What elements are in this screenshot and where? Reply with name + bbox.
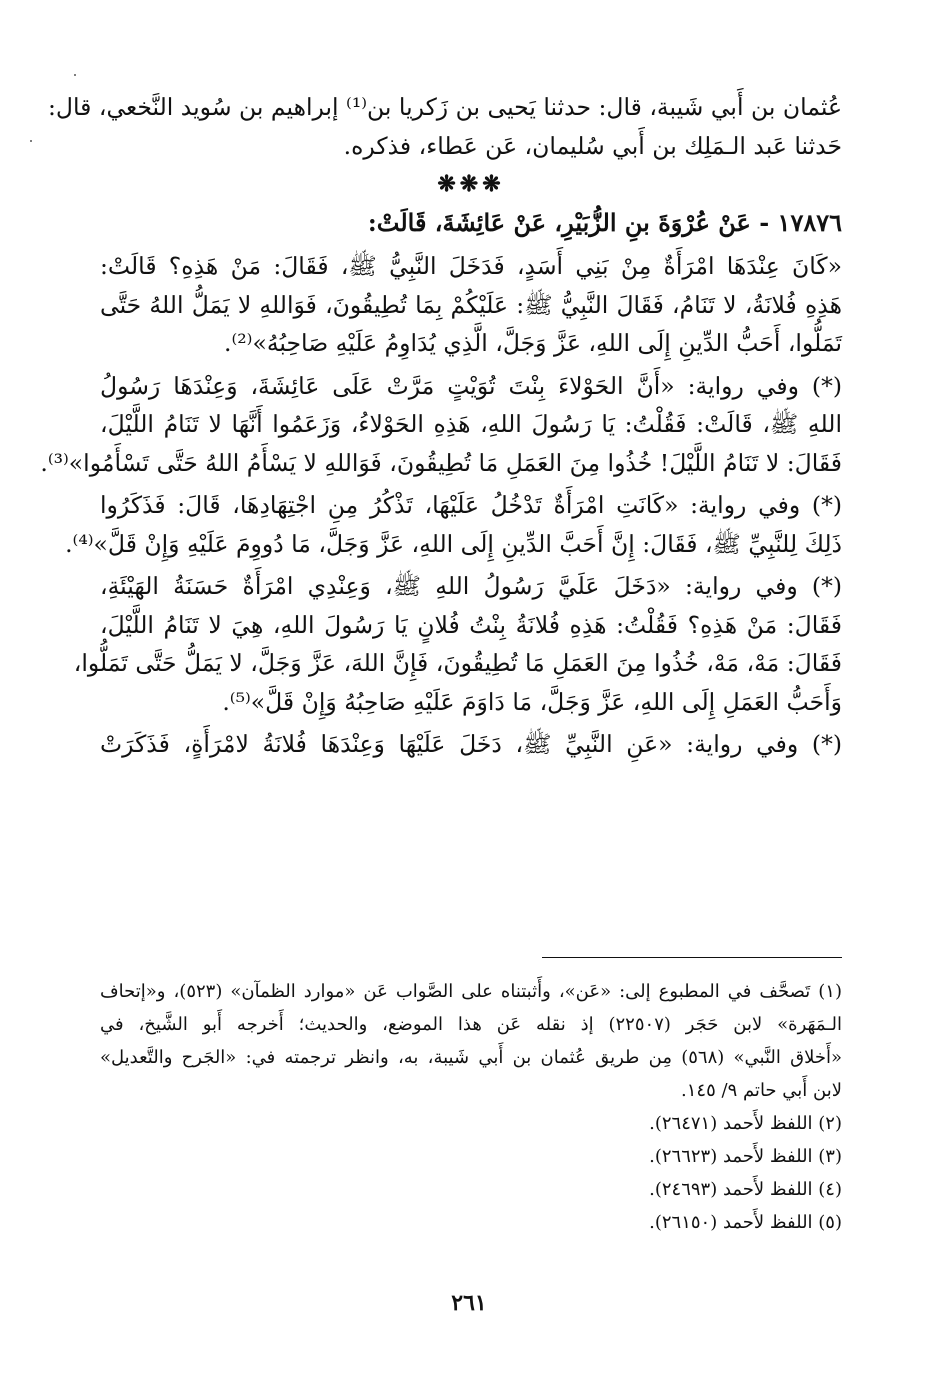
footnote-line: لابن أَبي حاتم ٩/ ١٤٥. xyxy=(681,1080,842,1101)
scan-speck xyxy=(74,74,76,76)
main-text xyxy=(40,88,842,764)
footnote-line: (٣) اللفظ لأَحمد (٢٦٦٢٣). xyxy=(649,1146,842,1167)
text-line: هَذِهِ فُلانَةُ، لا تَنَامُ، فَقَالَ النَّبِيُّ ﷺ: عَلَيْكُمْ بِمَا تُطِيقُونَ، فَوَاللهِ لا يَمَلُّ اللهُ حَتَّى xyxy=(100,290,842,319)
narration-paragraph xyxy=(73,567,842,721)
text-line: (*) وفي رواية: «كَانَتِ امْرَأَةٌ تَدْخُلُ عَلَيْهَا، تَذْكُرُ مِنِ اجْتِهَادِهَا، قَالَ: فَذَكَرُوا xyxy=(100,491,842,519)
text-line: (*) وفي رواية: «عَنِ النَّبِيِّ ﷺ، دَخَلَ عَلَيْهَا وَعِنْدَهَا فُلانَةُ لامْرَأَةٍ، فَذَكَرَتْ xyxy=(100,730,842,758)
narration-paragraph xyxy=(40,367,842,483)
footnote-line: (١) تَصحَّف في المطبوع إلى: «عَن»، وأَثبتناه على الصَّواب عَن «موارد الظمآن» (٥٢٣)، و«إتحاف xyxy=(100,981,842,1002)
footnote-line: الـمَهَرة» لابن حَجَر (٢٢٥٠٧) إذ نقله عَن هذا الموضع، والحديث؛ أَخرجه أَبو الشَّيخ، في xyxy=(100,1014,842,1035)
text-line: (*) وفي رواية: «أَنَّ الحَوْلاءَ بِنْتَ تُوَيْتٍ مَرَّتْ عَلَى عَائِشَةَ، وَعِنْدَهَا رَسُولُ xyxy=(100,371,842,400)
text-line: فَقَالَ: لا تَنَامُ اللَّيْلَ! خُذُوا مِنَ العَمَلِ مَا تُطِيقُونَ، فَوَاللهِ لا يَسْأَمُ اللهُ حَتَّى تَسْأَمُوا»⁽³⁾. xyxy=(40,448,842,477)
text-line: فَقَالَ: مَهْ، مَهْ، خُذُوا مِنَ العَمَلِ مَا تُطِيقُونَ، فَإِنَّ اللهَ، عَزَّ وَجَلَّ، لا يَمَلُّ حَتَّى تَمَلُّوا، xyxy=(73,649,842,677)
intro-line: حَدثنا عَبد الـمَلِك بن أَبي سُليمان، عَن عَطاء، فذكره. xyxy=(343,131,842,160)
hadith-paragraph xyxy=(100,247,842,363)
intro-line: عُثمان بن أَبي شَيبة، قال: حدثنا يَحيى بن زَكريا بن⁽¹⁾ إبراهيم بن سُويد النَّخعي، قال: xyxy=(48,93,842,121)
footnotes xyxy=(100,975,842,1239)
footnote-line: (٢) اللفظ لأَحمد (٢٦٤٧١). xyxy=(649,1113,842,1134)
text-line: فَقَالَ: مَنْ هَذِهِ؟ فَقُلْتُ: هَذِهِ فُلانَةُ بِنْتُ فُلانٍ يَا رَسُولَ اللهِ، هِيَ لا تَنَامُ اللَّيْلَ، xyxy=(100,610,842,639)
text-line: اللهِ ﷺ، قَالَتْ: فَقُلْتُ: يَا رَسُولَ اللهِ، هَذِهِ الحَوْلاءُ، وَزَعَمُوا أَنَّهَا لا تَنَامُ اللَّيْلَ، xyxy=(100,410,842,438)
footnote-line: (٥) اللفظ لأَحمد (٢٦١٥٠). xyxy=(649,1212,842,1233)
page-number: ٢٦١ xyxy=(451,1290,487,1316)
footnote-line: (٤) اللفظ لأَحمد (٢٤٦٩٣). xyxy=(649,1179,842,1200)
text-line: تَمَلُّوا، أَحَبُّ الدِّينِ إِلَى اللهِ، عَزَّ وَجَلَّ، الَّذِي يُدَاوِمُ عَلَيْهِ صَاحِبُهُ»⁽²⁾. xyxy=(224,329,842,357)
narration-paragraph xyxy=(100,725,842,764)
footnote-line: «أَخلاق النَّبي» (٥٦٨) مِن طريق عُثمان بن أَبي شَيبة، به، وانظر ترجمته في: «الجَرح والتَّعديل» xyxy=(100,1047,842,1068)
footnote-divider xyxy=(542,957,842,958)
narration-paragraph xyxy=(65,486,842,563)
text-line: (*) وفي رواية: «دَخَلَ عَلَيَّ رَسُولُ اللهِ ﷺ، وَعِنْدِي امْرَأَةٌ حَسَنَةُ الهَيْئَةِ، xyxy=(100,572,842,600)
section-separator: ❋❋❋ xyxy=(437,171,505,197)
text-line: وَأَحَبُّ العَمَلِ إِلَى اللهِ، عَزَّ وَجَلَّ، مَا دَاوَمَ عَلَيْهِ صَاحِبُهُ وَإِنْ قَلَّ»⁽⁵⁾. xyxy=(222,687,842,716)
text-line: ذَلِكَ لِلنَّبِيِّ ﷺ، فَقَالَ: إِنَّ أَحَبَّ الدِّينِ إِلَى اللهِ، عَزَّ وَجَلَّ، مَا دُووِمَ عَلَيْهِ وَإِنْ قَلَّ»⁽⁴⁾. xyxy=(65,529,842,558)
scan-speck xyxy=(30,140,32,142)
intro-block xyxy=(48,88,842,165)
text-line: «كَانَ عِنْدَهَا امْرَأَةٌ مِنْ بَنِي أَسَدٍ، فَدَخَلَ النَّبِيُّ ﷺ، فَقَالَ: مَنْ هَذِهِ؟ قَالَتْ: xyxy=(100,252,842,280)
hadith-heading: ١٧٨٧٦ - عَنْ عُرْوَةَ بنِ الزُّبَيْرِ، عَنْ عَائِشَةَ، قَالَتْ: xyxy=(367,208,842,237)
